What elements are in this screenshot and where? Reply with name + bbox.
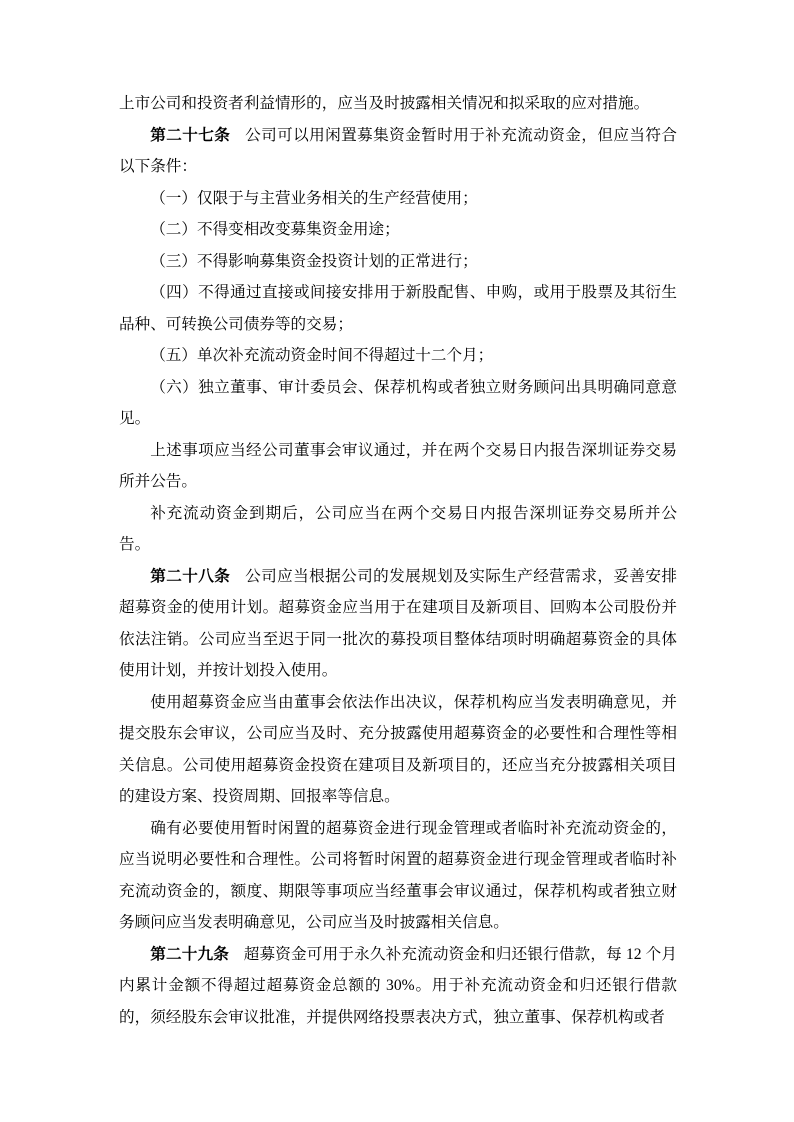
article-29-number: 第二十九条 xyxy=(150,945,229,963)
list-item-5 xyxy=(119,340,677,372)
paragraph-continuation xyxy=(119,88,677,120)
paragraph-text: 补充流动资金到期后，公司应当在两个交易日内报告深圳证券交易所并公告。 xyxy=(119,504,677,553)
article-28-number: 第二十八条 xyxy=(150,567,231,585)
paragraph-text: （五）单次补充流动资金时间不得超过十二个月； xyxy=(150,347,494,364)
paragraph-text: （六）独立董事、审计委员会、保荐机构或者独立财务顾问出具明确同意意见。 xyxy=(119,378,677,427)
article-27-number: 第二十七条 xyxy=(150,126,231,144)
paragraph-text: 使用超募资金应当由董事会依法作出决议，保荐机构应当发表明确意见，并提交股东会审议，公司应当及时、充分披露使用超募资金的必要性和合理性等相关信息。公司使用超募资金投资在建项目及新项目的，还应当充分披露相关项目的建设方案、投资周期、回报率等信息。 xyxy=(119,693,677,805)
paragraph-maturity-report xyxy=(119,498,677,561)
paragraph-text: （二）不得变相改变募集资金用途； xyxy=(150,221,400,238)
list-item-1 xyxy=(119,183,677,215)
paragraph-text: 确有必要使用暂时闲置的超募资金进行现金管理或者临时补充流动资金的，应当说明必要性和合理性。公司将暂时闲置的超募资金进行现金管理或者临时补充流动资金的，额度、期限等事项应当经董事会审议通过，保荐机构或者独立财务顾问应当发表明确意见，公司应当及时披露相关信息。 xyxy=(119,819,677,931)
paragraph-text: 超募资金可用于永久补充流动资金和归还银行借款，每 12 个月内累计金额不得超过超募资金总额的 30%。用于补充流动资金和归还银行借款的，须经股东会审议批准，并提供网络投票表决方式，独立董事、保荐机构或者 xyxy=(119,945,677,1026)
paragraph-idle-funds xyxy=(119,813,677,939)
paragraph-text: （四）不得通过直接或间接安排用于新股配售、申购，或用于股票及其衍生品种、可转换公司债券等的交易； xyxy=(119,284,677,333)
paragraph-text: 公司可以用闲置募集资金暂时用于补充流动资金，但应当符合以下条件： xyxy=(119,126,677,175)
paragraph-overraised-use xyxy=(119,687,677,813)
list-item-6 xyxy=(119,372,677,435)
article-27-paragraph xyxy=(119,120,677,183)
paragraph-text: 上述事项应当经公司董事会审议通过，并在两个交易日内报告深圳证券交易所并公告。 xyxy=(119,441,677,490)
list-item-4 xyxy=(119,277,677,340)
article-29-paragraph xyxy=(119,939,677,1034)
paragraph-text: 公司应当根据公司的发展规划及实际生产经营需求，妥善安排超募资金的使用计划。超募资金应当用于在建项目及新项目、回购本公司股份并依法注销。公司应当至迟于同一批次的募投项目整体结项时明确超募资金的具体使用计划，并按计划投入使用。 xyxy=(119,567,677,679)
list-item-2 xyxy=(119,214,677,246)
list-item-3 xyxy=(119,246,677,278)
paragraph-text: （一）仅限于与主营业务相关的生产经营使用； xyxy=(150,189,478,207)
paragraph-text: 上市公司和投资者利益情形的，应当及时披露相关情况和拟采取的应对措施。 xyxy=(119,95,650,112)
paragraph-board-approval xyxy=(119,435,677,498)
article-28-paragraph xyxy=(119,561,677,687)
paragraph-text: （三）不得影响募集资金投资计划的正常进行； xyxy=(150,252,478,270)
